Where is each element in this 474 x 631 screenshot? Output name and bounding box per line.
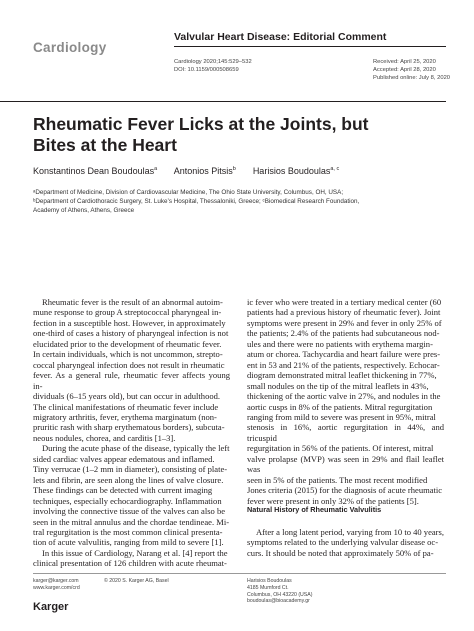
text-line: symptoms related to the underlying valvular disease oc- bbox=[247, 537, 439, 548]
text-line: In this issue of Cardiology, Narang et al. [4] report the bbox=[42, 547, 228, 558]
text-line: thickening of the aortic valve in 27%, and nodules in the bbox=[247, 391, 441, 402]
affiliation-line: ᵃDepartment of Medicine, Division of Cardiovascular Medicine, The Ohio State University, Columbus, OH, USA; bbox=[33, 189, 344, 196]
corr-street: 4185 Mumford Ct. bbox=[247, 584, 289, 591]
text-line: The clinical manifestations of rheumatic fever include bbox=[33, 401, 219, 412]
author-affil-mark: a, c bbox=[330, 166, 340, 172]
text-line: seen in the mitral annulus and the chordae tendineae. Mi- bbox=[33, 516, 230, 527]
text-line: clinical presentation of 126 children with acute rheumat- bbox=[33, 558, 227, 569]
author-name: Antonios Pitsis bbox=[173, 166, 233, 176]
text-line: coccal pharyngeal infection does not result in rheumatic bbox=[33, 359, 225, 370]
dates-block bbox=[373, 58, 450, 82]
text-line: mune response to group A streptococcal pharyngeal in- bbox=[33, 307, 222, 318]
title-line-2: Bites at the Heart bbox=[33, 135, 177, 155]
body-column-right bbox=[247, 297, 444, 506]
body-column-right-continued bbox=[247, 527, 444, 558]
text-line: the patients; 2.4% of the patients had subcutaneous nod- bbox=[247, 328, 440, 339]
text-line: seen in 5% of the patients. The most recent modified bbox=[247, 474, 428, 485]
text-line: small nodules on the tip of the mitral leaflets in 43%, bbox=[247, 380, 429, 391]
doi: DOI: 10.1159/000508659 bbox=[174, 67, 239, 73]
affiliation-line: ᵇDepartment of Cardiothoracic Surgery, St. Luke’s Hospital, Thessaloniki, Greece; ᶜBiomedical Research Foundation, bbox=[33, 198, 360, 205]
text-line: pruritic rash with sharp erythematous borders), subcuta- bbox=[33, 422, 225, 433]
title-line-1: Rheumatic Fever Licks at the Joints, but bbox=[33, 114, 369, 134]
author-affil-mark: a bbox=[154, 166, 158, 172]
corr-email[interactable]: boudoulas@bioacademy.gr bbox=[247, 598, 310, 605]
footer-rule bbox=[33, 573, 446, 574]
author-affil-mark: b bbox=[232, 166, 236, 172]
body-column-left bbox=[33, 297, 230, 569]
author-name: Konstantinos Dean Boudoulas bbox=[33, 166, 155, 176]
publisher-website[interactable]: www.karger.com/crd bbox=[33, 584, 80, 591]
publisher-contact bbox=[33, 578, 80, 592]
subsection-heading: Natural History of Rheumatic Valvulitis bbox=[247, 505, 382, 514]
text-line: one-third of cases a history of pharyngeal infection is not bbox=[33, 328, 229, 339]
text-line: involving the connective tissue of the valves can also be bbox=[33, 506, 226, 517]
text-line: fever were present in only 32% of the patients [5]. bbox=[247, 495, 419, 506]
header-rule bbox=[174, 46, 446, 47]
journal-tag: Cardiology bbox=[33, 40, 107, 55]
citation: Cardiology 2020;145:529–532 bbox=[174, 59, 252, 65]
text-line: fection in a susceptible host. However, in approximately bbox=[33, 317, 226, 328]
title-rule bbox=[0, 101, 446, 102]
corr-city: Columbus, OH 43220 (USA) bbox=[247, 591, 313, 598]
text-line: Tiny verrucae (1–2 mm in diameter), consisting of plate- bbox=[33, 464, 228, 475]
karger-logo: Karger bbox=[33, 601, 69, 613]
text-line: tion of acute valvulitis, ranging from mild to severe [1]. bbox=[33, 537, 224, 548]
text-line: ules and there were no patients with erythema margin- bbox=[247, 338, 433, 349]
text-line: tral regurgitation is the most common clinical presenta- bbox=[33, 526, 223, 537]
received-date: Received: April 25, 2020 bbox=[373, 59, 436, 65]
text-line: dividuals (6–15 years old), but can occur in adulthood. bbox=[33, 391, 221, 402]
text-line: ent in 53 and 21% of the patients, respectively. Echocar- bbox=[247, 359, 440, 370]
corr-name: Harisios Boudoulas bbox=[247, 578, 292, 584]
text-line: aortic cusps in 8% of the patients. Mitral regurgitation bbox=[247, 401, 433, 412]
text-line: neous nodules, chorea, and carditis [1–3]. bbox=[33, 432, 176, 443]
citation-block bbox=[174, 58, 252, 74]
text-line: fever. As a general rule, rheumatic fever affects young in- bbox=[33, 370, 230, 391]
text-line: After a long latent period, varying from 10 to 40 years, bbox=[256, 527, 444, 537]
affiliations bbox=[33, 188, 453, 215]
text-line: In certain individuals, which is not uncommon, strepto- bbox=[33, 349, 223, 360]
author-name: Harisios Boudoulas bbox=[252, 166, 331, 176]
accepted-date: Accepted: April 28, 2020 bbox=[373, 67, 436, 73]
text-line: ic fever who were treated in a tertiary medical center (60 bbox=[247, 297, 442, 307]
affiliation-line: Academy of Athens, Athens, Greece bbox=[33, 207, 135, 214]
text-line: curs. It should be noted that approximately 50% of pa- bbox=[247, 547, 434, 558]
publisher-email[interactable]: karger@karger.com bbox=[33, 578, 79, 584]
published-date: Published online: July 8, 2020 bbox=[373, 75, 451, 81]
copyright: © 2020 S. Karger AG, Basel bbox=[104, 578, 169, 584]
paragraph bbox=[33, 297, 230, 569]
text-line: These findings can be detected with current imaging bbox=[33, 485, 213, 496]
text-line: elucidated prior to the development of rheumatic fever. bbox=[33, 338, 222, 349]
article-title bbox=[33, 114, 433, 156]
text-line: Jones criteria (2015) for the diagnosis of acute rheumatic bbox=[247, 485, 443, 496]
text-line: symptoms were present in 29% and fever in only 25% of bbox=[247, 317, 442, 328]
text-line: atum or chorea. Tachycardia and heart failure were pres- bbox=[247, 349, 441, 360]
author-list bbox=[33, 166, 339, 176]
subsection bbox=[247, 505, 444, 515]
text-line: valve prolapse (MVP) was seen in 29% and flail leaflet was bbox=[247, 453, 444, 475]
text-line: Rheumatic fever is the result of an abnormal autoim- bbox=[42, 297, 223, 307]
text-line: migratory arthritis, fever, erythema marginatum (non- bbox=[33, 411, 217, 422]
correspondence bbox=[247, 578, 312, 605]
text-line: During the acute phase of the disease, typically the left bbox=[42, 443, 230, 454]
text-line: techniques, especially echocardiography. Inflammation bbox=[33, 495, 222, 506]
text-line: patients had a previous history of rheumatic fever). Joint bbox=[247, 307, 441, 318]
text-line: stenosis in 16%, aortic regurgitation in 44%, and tricuspid bbox=[247, 422, 444, 443]
text-line: diogram demonstrated mitral leaflet thickening in 77%, bbox=[247, 370, 437, 381]
text-line: ranging from mild to severe was present in 95%, mitral bbox=[247, 411, 436, 422]
text-line: regurgitation in 56% of the patients. Of interest, mitral bbox=[247, 443, 434, 454]
text-line: sided cardiac valves appear edematous and inflamed. bbox=[33, 453, 215, 464]
section-heading: Valvular Heart Disease: Editorial Comment bbox=[174, 31, 387, 43]
text-line: lets and fibrin, are seen along the lines of valve closure. bbox=[33, 474, 224, 485]
